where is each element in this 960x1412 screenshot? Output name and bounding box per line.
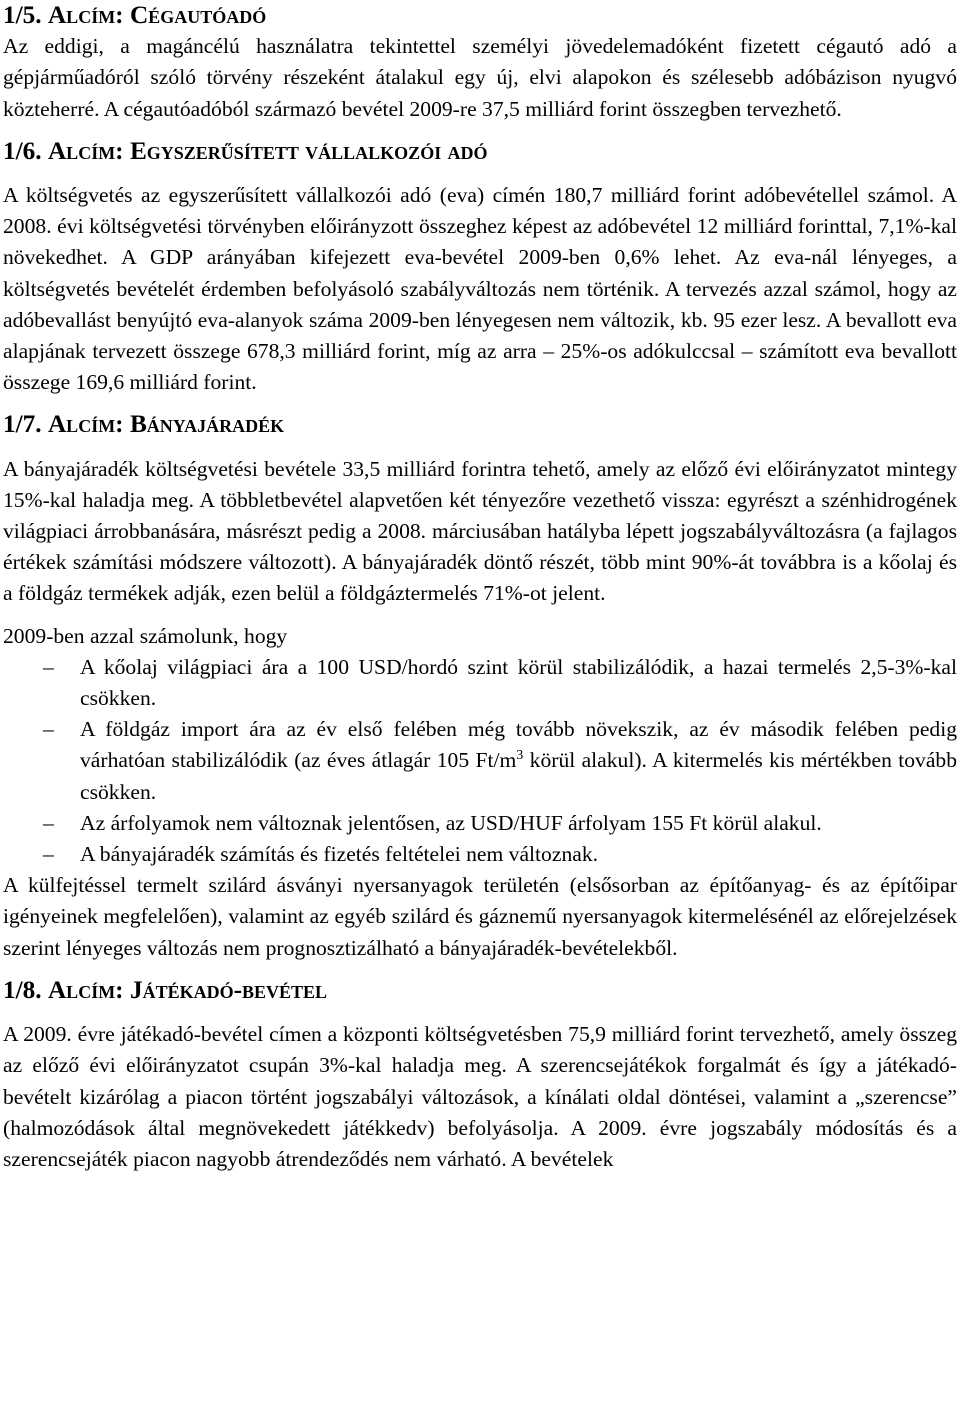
paragraph: A költségvetés az egyszerűsített vállalkozói adó (eva) címén 180,7 milliárd forint adóbevétellel számol. A 2008. évi költségvetési törvényben előirányzott összeghez képest az adóbevétel 12 milliárd forinttal, 7,1%-kal növekedhet. A GDP arányában kifejezett eva-bevétel 2009-ben 0,6% lehet. Az eva-nál lényeges, a költségvetés bevételét érdemben befolyásoló szabályváltozás nem történik. A tervezés azzal számol, hogy az adóbevallást benyújtó eva-alanyok száma 2009-ben lényegesen nem változik, kb. 95 ezer lesz. A bevallott eva alapjának tervezett összege 678,3 milliárd forint, míg az arra – 25%-os adókulccsal – számított eva bevallott összege 169,6 milliárd forint.	[3, 183, 957, 395]
list-item-text: A bányajáradék számítás és fizetés feltételei nem változnak.	[80, 842, 599, 867]
section-label: Alcím:	[47, 410, 124, 439]
paragraph: Az eddigi, a magáncélú használatra tekintettel személyi jövedelemadóként fizetett cégautó adó a gépjárműadóról szóló törvény részeként átalakul egy új, elvi alapokon és szélesebb adóbázison nyugvó közteherré. A cégautóadóból származó bevétel 2009-re 37,5 milliárd forint összegben tervezhető.	[3, 34, 957, 121]
section-heading-1-6	[3, 136, 957, 167]
list-item-text: A kőolaj világpiaci ára a 100 USD/hordó szint körül stabilizálódik, a hazai termelés 2,5-3%-kal csökken.	[80, 654, 957, 711]
section-number: 1/8.	[3, 975, 42, 1004]
section-heading-1-5	[3, 0, 957, 31]
dash-bullet: –	[43, 654, 54, 679]
section-number: 1/5.	[3, 1, 42, 29]
section-title: Bányajáradék	[129, 410, 285, 439]
section-title: Cégautóadó	[129, 1, 267, 29]
list-item	[3, 808, 957, 839]
list-item-text: körül alakul). A kitermelés kis mértékben tovább csökken.	[80, 748, 957, 804]
section-heading-1-8	[3, 975, 957, 1006]
list-item	[3, 839, 957, 870]
forecast-list	[3, 652, 957, 870]
section-number: 1/6.	[3, 136, 42, 165]
section-label: Alcím:	[47, 1, 124, 29]
section-label: Alcím:	[47, 975, 124, 1004]
list-item-text: Az árfolyamok nem változnak jelentősen, az USD/HUF árfolyam 155 Ft körül alakul.	[80, 810, 822, 835]
section-number: 1/7.	[3, 410, 42, 439]
section-label: Alcím:	[47, 136, 124, 165]
list-item	[3, 652, 957, 714]
paragraph: 2009-ben azzal számolunk, hogy	[3, 623, 288, 648]
section-heading-1-7	[3, 409, 957, 440]
paragraph: A 2009. évre játékadó-bevétel címen a központi költségvetésben 75,9 milliárd forint tervezhető, amely összeg az előző évi előirányzatot csupán 3%-kal haladja meg. A szerencsejátékok forgalmát és így a játékadó-bevételt kizárólag a piacon történt jogszabályi változások, a kínálati oldal döntései, valamint a „szerencse” (halmozódások által megnövekedett játékkedv) befolyásolja. A 2009. évre jogszabály módosítás és a szerencsejáték piacon nagyobb átrendeződés nem várható. A bevételek	[3, 1022, 957, 1171]
dash-bullet: –	[43, 717, 54, 742]
list-item	[3, 714, 957, 808]
superscript: 3	[516, 748, 524, 764]
paragraph: A külfejtéssel termelt szilárd ásványi nyersanyagok területén (elsősorban az építőanyag- és az építőipar igényeinek megfelelően), valamint az egyéb szilárd és gáznemű nyersanyagok kitermelésénél az előrejelzések szerint lényeges változás nem prognosztizálható a bányajáradék-bevételekből.	[3, 873, 957, 960]
dash-bullet: –	[43, 842, 54, 867]
dash-bullet: –	[43, 810, 54, 835]
list-item-text: A földgáz import ára az év első felében még tovább növekszik, az év második felében pedig várhatóan stabilizálódik (az éves átlagár 105 Ft/m	[80, 717, 957, 773]
section-title: Játékadó-bevétel	[129, 975, 328, 1004]
paragraph: A bányajáradék költségvetési bevétele 33,5 milliárd forintra tehető, amely az előző évi előirányzatot mintegy 15%-kal haladja meg. A többletbevétel alapvetően két tényezőre vezethető vissza: egyrészt a szénhidrogének világpiaci árrobbanására, másrészt pedig a 2008. márciusában hatályba lépett jogszabályváltozásra (a fajlagos értékek számítási módszere változott). A bányajáradék döntő részét, több mint 90%-át továbbra is a kőolaj és a földgáz termékek adják, ezen belül a földgáztermelés 71%-ot jelent.	[3, 456, 957, 606]
section-title: Egyszerűsített vállalkozói adó	[129, 136, 488, 165]
